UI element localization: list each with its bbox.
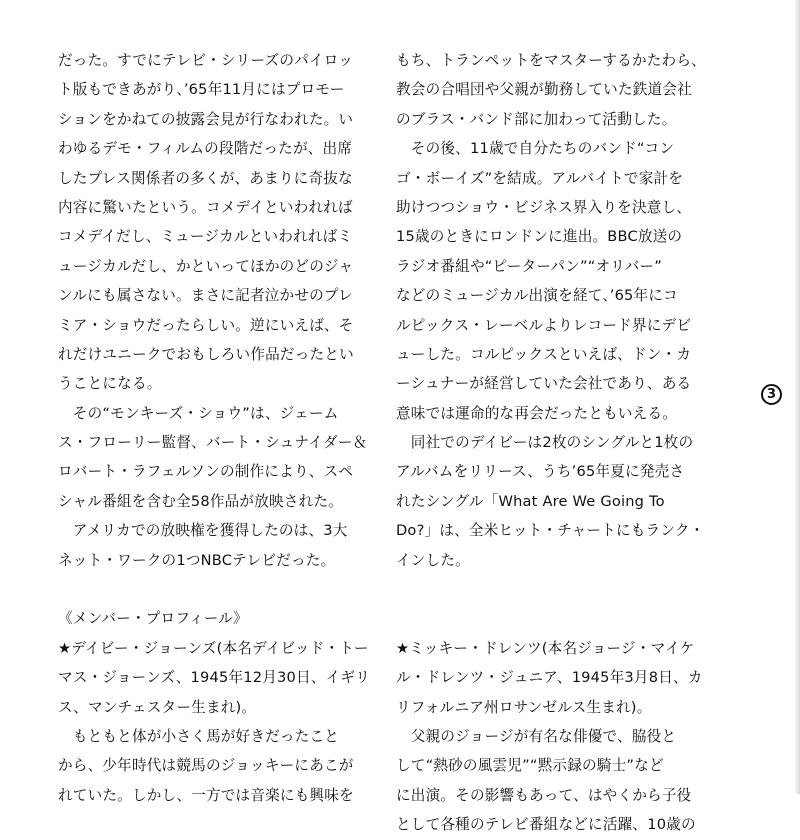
text-line: その“モンキーズ・ショウ”は、ジェーム	[58, 404, 339, 422]
text-line: ミア・ショウだったらしい。逆にいえば、そ	[58, 316, 354, 334]
text-line: シャル番組を含む全58作品が放映された。	[58, 492, 343, 510]
text-line: ションをかねての披露会見が行なわれた。い	[58, 110, 354, 128]
left-text-column	[58, 46, 370, 810]
text-line: ロバート・ラフェルソンの制作により、スペ	[58, 463, 354, 481]
text-line: ス・フローリー監督、バート・シュナイダー＆	[58, 434, 368, 452]
profile-line: して“熱砂の風雲児”“黙示録の騎士”など	[396, 757, 664, 775]
text-line: 助けつつショウ・ビジネス界入りを決意し、	[396, 198, 692, 216]
profile-line: リフォルニア州ロサンゼルス生まれ)。	[396, 698, 652, 716]
profile-line: マス・ジョーンズ、1945年12月30日、イギリ	[58, 669, 370, 687]
text-line: うことになる。	[58, 375, 162, 393]
text-line: 同社でのデイビーは2枚のシングルと1枚の	[396, 434, 694, 452]
text-line: ゴ・ボーイズ”を結成。アルバイトで家計を	[396, 169, 684, 187]
text-line: ラジオ番組や“ピーターパン”“オリバー”	[396, 257, 662, 275]
paragraph-gap	[396, 604, 708, 633]
text-line: 内容に驚いたという。コメデイといわれれば	[58, 198, 353, 216]
profile-line: 父親のジョージが有名な俳優で、脇役と	[396, 727, 677, 745]
right-text-column	[396, 46, 708, 840]
page-edge-shadow	[794, 0, 800, 794]
text-line: その後、11歳で自分たちのバンド“コン	[396, 140, 675, 158]
text-line: ト版もできあがり、’65年11月にはプロモー	[58, 81, 345, 99]
profile-line: から、少年時代は競馬のジョッキーにあこが	[58, 757, 354, 775]
text-line: だった。すでにテレビ・シリーズのパイロッ	[58, 52, 354, 69]
text-line: などのミュージカル出演を経て、’65年にコ	[396, 287, 678, 305]
profile-line: ル・ドレンツ・ジュニア、1945年3月8日、カ	[396, 669, 703, 687]
text-line: 教会の合唱団や父親が勤務していた鉄道会社	[396, 81, 692, 99]
text-line: Do?」は、全米ヒット・チャートにもランク・	[396, 522, 705, 540]
text-line: 15歳のときにロンドンに進出。BBC放送の	[396, 228, 683, 246]
text-line: もち、トランペットをマスターするかたわら、	[396, 52, 706, 69]
profile-line: もともと体が小さく馬が好きだったこと	[58, 727, 340, 745]
text-line: コメデイだし、ミュージカルといわれればミ	[58, 228, 353, 246]
text-line: アメリカでの放映権を獲得したのは、3大	[58, 522, 348, 540]
text-line: わゆるデモ・フィルムの段階だったが、出席	[58, 140, 353, 158]
text-line: ュージカルだし、かといってほかのどのジャ	[58, 257, 354, 275]
text-line: ーシュナーが経営していた会社であり、ある	[396, 375, 692, 393]
text-line: したプレス関係者の多くが、あまりに奇抜な	[58, 169, 353, 187]
profile-line: に出演。その影響もあって、はやくから子役	[396, 786, 692, 804]
text-line: ネット・ワークの1つNBCテレビだった。	[58, 551, 336, 569]
text-line: 意味では運命的な再会だったともいえる。	[396, 404, 678, 422]
profile-line: として各種のテレビ番組などに活躍、10歳の	[396, 816, 696, 834]
profile-line: ★ミッキー・ドレンツ(本名ジョージ・マイケ	[396, 639, 695, 657]
text-line: ンルにも属さない。まさに記者泣かせのプレ	[58, 287, 353, 305]
page-number: 3	[761, 384, 782, 405]
profile-line: れていた。しかし、一方では音楽にも興味を	[58, 786, 354, 804]
text-line: ューした。コルピックスといえば、ドン・カ	[396, 345, 692, 363]
text-line: ルピックス・レーベルよりレコード界にデビ	[396, 316, 692, 334]
text-line: れたシングル「What Are We Going To	[396, 492, 665, 510]
profile-line: ス、マンチェスター生まれ)。	[58, 698, 257, 716]
text-line: のブラス・バンド部に加わって活動した。	[396, 110, 677, 128]
section-heading: 《メンバー・プロフィール》	[58, 610, 248, 628]
paragraph-gap	[396, 575, 708, 604]
text-line: アルバムをリリース、うち’65年夏に発売さ	[396, 463, 685, 481]
paragraph-gap	[58, 575, 364, 604]
text-line: インした。	[396, 551, 470, 569]
text-line: れだけユニークでおもしろい作品だったとい	[58, 345, 354, 363]
profile-line: ★デイビー・ジョーンズ(本名デイビッド・トー	[58, 639, 369, 657]
